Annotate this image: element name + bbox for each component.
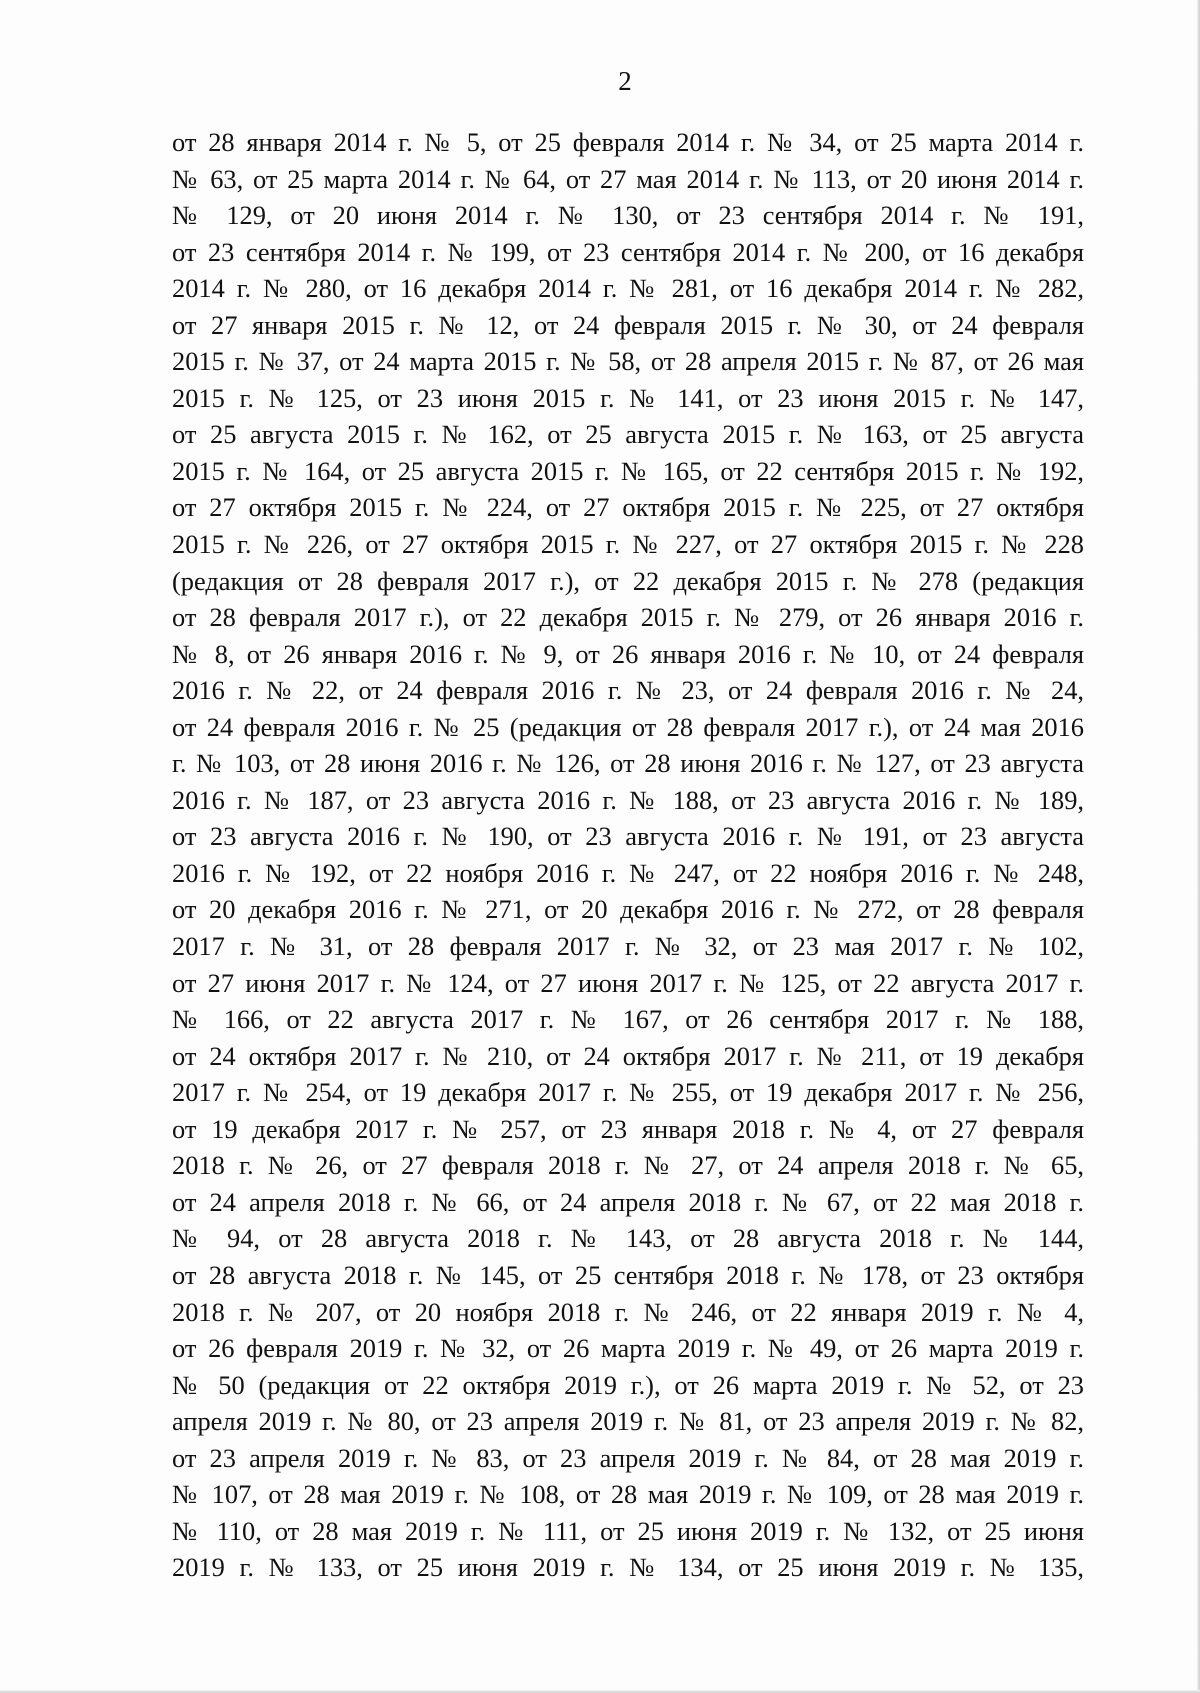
text-line: от 27 октября 2015 г. № 224, от 27 октября 2015 г. № 225, от 27 октября bbox=[172, 492, 1084, 523]
text-line: от 23 сентября 2014 г. № 199, от 23 сентября 2014 г. № 200, от 16 декабря bbox=[172, 236, 1084, 267]
text-line: 2014 г. № 280, от 16 декабря 2014 г. № 281, от 16 декабря 2014 г. № 282, bbox=[172, 273, 1084, 304]
text-line: от 28 августа 2018 г. № 145, от 25 сентября 2018 г. № 178, от 23 октября bbox=[172, 1259, 1084, 1290]
text-line: № 50 (редакция от 22 октября 2019 г.), от 26 марта 2019 г. № 52, от 23 bbox=[172, 1369, 1084, 1400]
text-line: от 20 декабря 2016 г. № 271, от 20 декабря 2016 г. № 272, от 28 февраля bbox=[172, 894, 1084, 925]
text-line: 2019 г. № 133, от 25 июня 2019 г. № 134, от 25 июня 2019 г. № 135, bbox=[172, 1552, 1084, 1583]
text-line: (редакция от 28 февраля 2017 г.), от 22 декабря 2015 г. № 278 (редакция bbox=[172, 565, 1084, 596]
text-line: № 94, от 28 августа 2018 г. № 143, от 28 августа 2018 г. № 144, bbox=[172, 1223, 1084, 1254]
page-number: 2 bbox=[618, 66, 632, 96]
text-line: 2016 г. № 192, от 22 ноября 2016 г. № 247, от 22 ноября 2016 г. № 248, bbox=[172, 857, 1084, 888]
text-line: от 24 апреля 2018 г. № 66, от 24 апреля 2018 г. № 67, от 22 мая 2018 г. bbox=[172, 1186, 1084, 1217]
text-line: 2017 г. № 254, от 19 декабря 2017 г. № 255, от 19 декабря 2017 г. № 256, bbox=[172, 1077, 1084, 1108]
text-line: от 25 августа 2015 г. № 162, от 25 августа 2015 г. № 163, от 25 августа bbox=[172, 419, 1084, 450]
text-line: от 27 января 2015 г. № 12, от 24 февраля 2015 г. № 30, от 24 февраля bbox=[172, 309, 1084, 340]
text-line: 2015 г. № 226, от 27 октября 2015 г. № 227, от 27 октября 2015 г. № 228 bbox=[172, 529, 1084, 560]
text-line: от 28 января 2014 г. № 5, от 25 февраля 2014 г. № 34, от 25 марта 2014 г. bbox=[172, 127, 1084, 157]
document-body bbox=[172, 124, 1084, 1586]
text-line: от 23 апреля 2019 г. № 83, от 23 апреля 2019 г. № 84, от 28 мая 2019 г. bbox=[172, 1442, 1084, 1473]
text-line: № 110, от 28 мая 2019 г. № 111, от 25 июня 2019 г. № 132, от 25 июня bbox=[172, 1515, 1084, 1546]
text-line: 2016 г. № 187, от 23 августа 2016 г. № 188, от 23 августа 2016 г. № 189, bbox=[172, 784, 1084, 815]
text-line: № 129, от 20 июня 2014 г. № 130, от 23 сентября 2014 г. № 191, bbox=[172, 200, 1084, 231]
text-line: 2018 г. № 26, от 27 февраля 2018 г. № 27, от 24 апреля 2018 г. № 65, bbox=[172, 1150, 1084, 1181]
text-line: 2015 г. № 37, от 24 марта 2015 г. № 58, от 28 апреля 2015 г. № 87, от 26 мая bbox=[172, 346, 1084, 377]
text-line: № 107, от 28 мая 2019 г. № 108, от 28 мая 2019 г. № 109, от 28 мая 2019 г. bbox=[172, 1479, 1084, 1510]
text-line: от 19 декабря 2017 г. № 257, от 23 января 2018 г. № 4, от 27 февраля bbox=[172, 1113, 1084, 1144]
text-line: 2016 г. № 22, от 24 февраля 2016 г. № 23, от 24 февраля 2016 г. № 24, bbox=[172, 675, 1084, 706]
text-line: от 23 августа 2016 г. № 190, от 23 августа 2016 г. № 191, от 23 августа bbox=[172, 821, 1084, 852]
text-line: апреля 2019 г. № 80, от 23 апреля 2019 г. № 81, от 23 апреля 2019 г. № 82, bbox=[172, 1406, 1084, 1437]
text-line: г. № 103, от 28 июня 2016 г. № 126, от 28 июня 2016 г. № 127, от 23 августа bbox=[172, 748, 1084, 779]
text-line: № 166, от 22 августа 2017 г. № 167, от 26 сентября 2017 г. № 188, bbox=[172, 1004, 1084, 1035]
text-line: 2017 г. № 31, от 28 февраля 2017 г. № 32, от 23 мая 2017 г. № 102, bbox=[172, 931, 1084, 962]
text-line: 2018 г. № 207, от 20 ноября 2018 г. № 246, от 22 января 2019 г. № 4, bbox=[172, 1296, 1084, 1327]
text-line: 2015 г. № 125, от 23 июня 2015 г. № 141, от 23 июня 2015 г. № 147, bbox=[172, 382, 1084, 413]
text-line: № 8, от 26 января 2016 г. № 9, от 26 января 2016 г. № 10, от 24 февраля bbox=[172, 638, 1084, 669]
text-line: от 28 февраля 2017 г.), от 22 декабря 2015 г. № 279, от 26 января 2016 г. bbox=[172, 602, 1084, 633]
text-line: от 24 октября 2017 г. № 210, от 24 октября 2017 г. № 211, от 19 декабря bbox=[172, 1040, 1084, 1071]
text-line: № 63, от 25 марта 2014 г. № 64, от 27 мая 2014 г. № 113, от 20 июня 2014 г. bbox=[172, 163, 1084, 194]
text-line: от 27 июня 2017 г. № 124, от 27 июня 2017 г. № 125, от 22 августа 2017 г. bbox=[172, 967, 1084, 998]
text-line: от 24 февраля 2016 г. № 25 (редакция от 28 февраля 2017 г.), от 24 мая 2016 bbox=[172, 711, 1084, 742]
text-line: 2015 г. № 164, от 25 августа 2015 г. № 165, от 22 сентября 2015 г. № 192, bbox=[172, 455, 1084, 486]
text-line: от 26 февраля 2019 г. № 32, от 26 марта 2019 г. № 49, от 26 марта 2019 г. bbox=[172, 1333, 1084, 1364]
